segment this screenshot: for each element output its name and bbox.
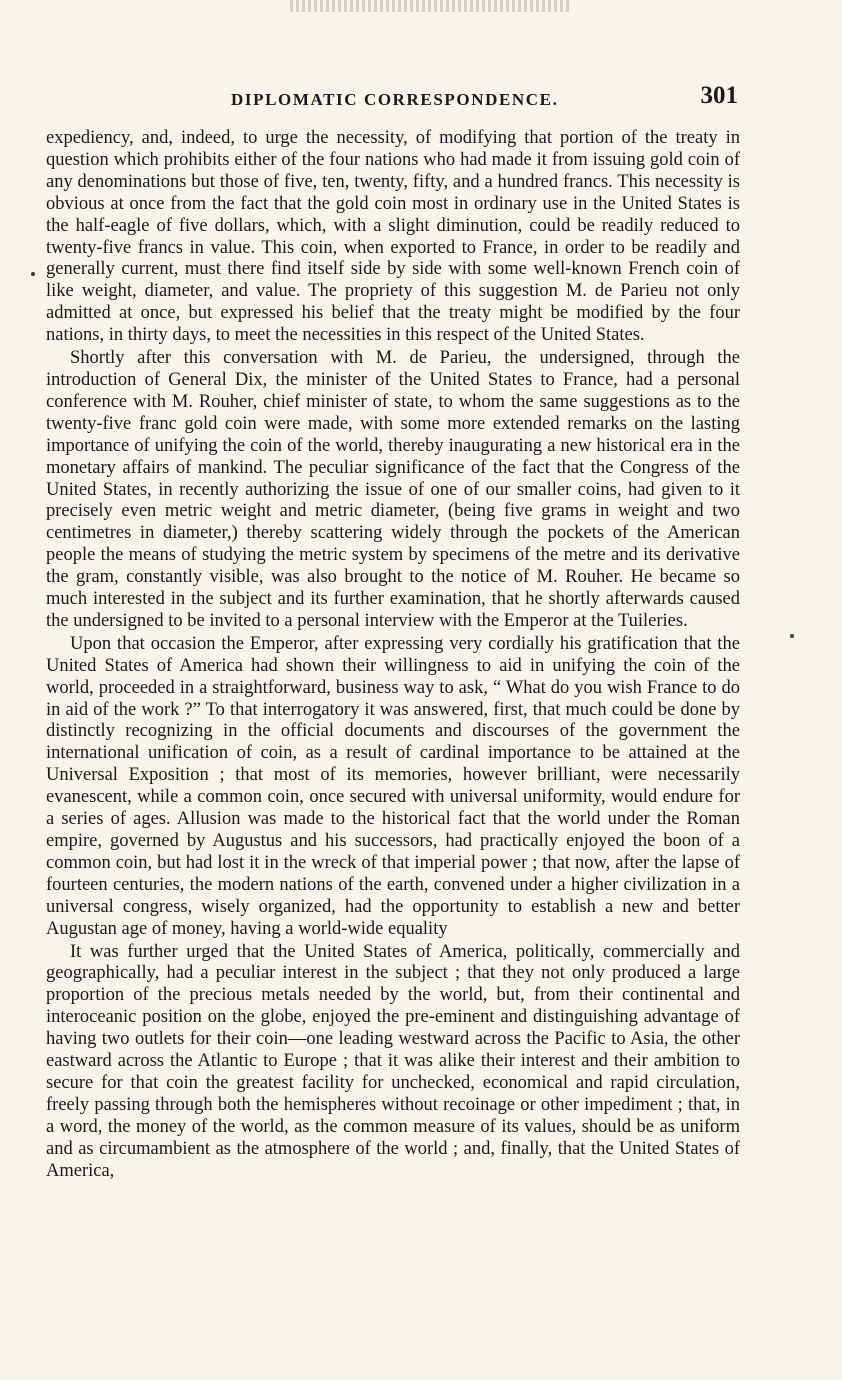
margin-speck bbox=[790, 634, 794, 638]
paragraph-4: It was further urged that the United States of America, politically, commercially and geographically, had a peculiar interest in the subject ; that they not only produced a large proportion of the precious metals needed by the world, but, from their continental and interoceanic position on the globe, enjoyed the pre-eminent and distinguishing advantage of having two outlets for their coin—one leading westward across the Pacific to Asia, the other eastward across the Atlantic to Europe ; that it was alike their interest and their ambition to secure for that coin the greatest facility for unchecked, economical and rapid circulation, freely passing through both the hemispheres without recoinage or other impediment ; that, in a word, the money of the world, as the common measure of its values, should be as uniform and as circumambient as the atmosphere of the world ; and, finally, that the United States of America, bbox=[46, 941, 740, 1181]
paragraph-3: Upon that occasion the Emperor, after expressing very cordially his gratification that the United States of America had shown their willingness to aid in unifying the coin of the world, proceeded in a straightforward, business way to ask, “ What do you wish France to do in aid of the work ?” To that interrogatory it was answered, first, that much could be done by distinctly recognizing in the official documents and discourses of the government the international unification of coin, as a result of cardinal importance to be attained at the Universal Exposition ; that most of its memories, however brilliant, were necessarily evanescent, while a common coin, once secured with universal uniformity, would endure for a series of ages. Allusion was made to the historical fact that the world under the Roman empire, governed by Augustus and his successors, had practically enjoyed the boon of a common coin, but had lost it in the wreck of that imperial power ; that now, after the lapse of fourteen centuries, the modern nations of the earth, convened under a higher civilization in a universal congress, wisely organized, had the opportunity to establish a new and better Augustan age of money, having a world-wide equality bbox=[46, 633, 740, 939]
page-number: 301 bbox=[700, 82, 738, 109]
running-title: DIPLOMATIC CORRESPONDENCE. bbox=[231, 90, 559, 109]
margin-speck bbox=[31, 272, 35, 276]
running-head bbox=[46, 82, 740, 114]
paragraph-2: Shortly after this conversation with M. de Parieu, the undersigned, through the introduction of General Dix, the minister of the United States to France, had a personal conference with M. Rouher, chief minister of state, to whom the same suggestions as to the twenty-five franc gold coin were made, with some more extended remarks on the lasting importance of unifying the coin of the world, thereby inaugurating a new historical era in the monetary affairs of mankind. The peculiar significance of the fact that the Congress of the United States, in recently authorizing the issue of one of our smaller coins, had given to it precisely even metric weight and metric diameter, (being five grams in weight and two centimetres in diameter,) thereby scattering widely through the pockets of the American people the means of studying the metric system by specimens of the metre and its derivative the gram, constantly visible, was also brought to the notice of M. Rouher. He became so much interested in the subject and its further examination, that he shortly afterwards caused the undersigned to be invited to a personal interview with the Emperor at the Tuileries. bbox=[46, 348, 740, 631]
page-top-edge bbox=[290, 0, 570, 12]
body-text bbox=[46, 128, 740, 1183]
paragraph-1: expediency, and, indeed, to urge the necessity, of modifying that portion of the treaty in question which prohibits either of the four nations who had made it from issuing gold coin of any denominations but those of five, ten, twenty, fifty, and a hundred francs. This necessity is obvious at once from the fact that the gold coin most in ordinary use in the United States is the half-eagle of five dollars, which, with a slight diminution, could be readily reduced to twenty-five francs in value. This coin, when exported to France, in order to be readily and generally current, must there find itself side by side with some well-known French coin of like weight, diameter, and value. The propriety of this suggestion M. de Parieu not only admitted at once, but expressed his belief that the treaty might be modified by the four nations, in thirty days, to meet the necessities in this respect of the United States. bbox=[46, 128, 740, 346]
